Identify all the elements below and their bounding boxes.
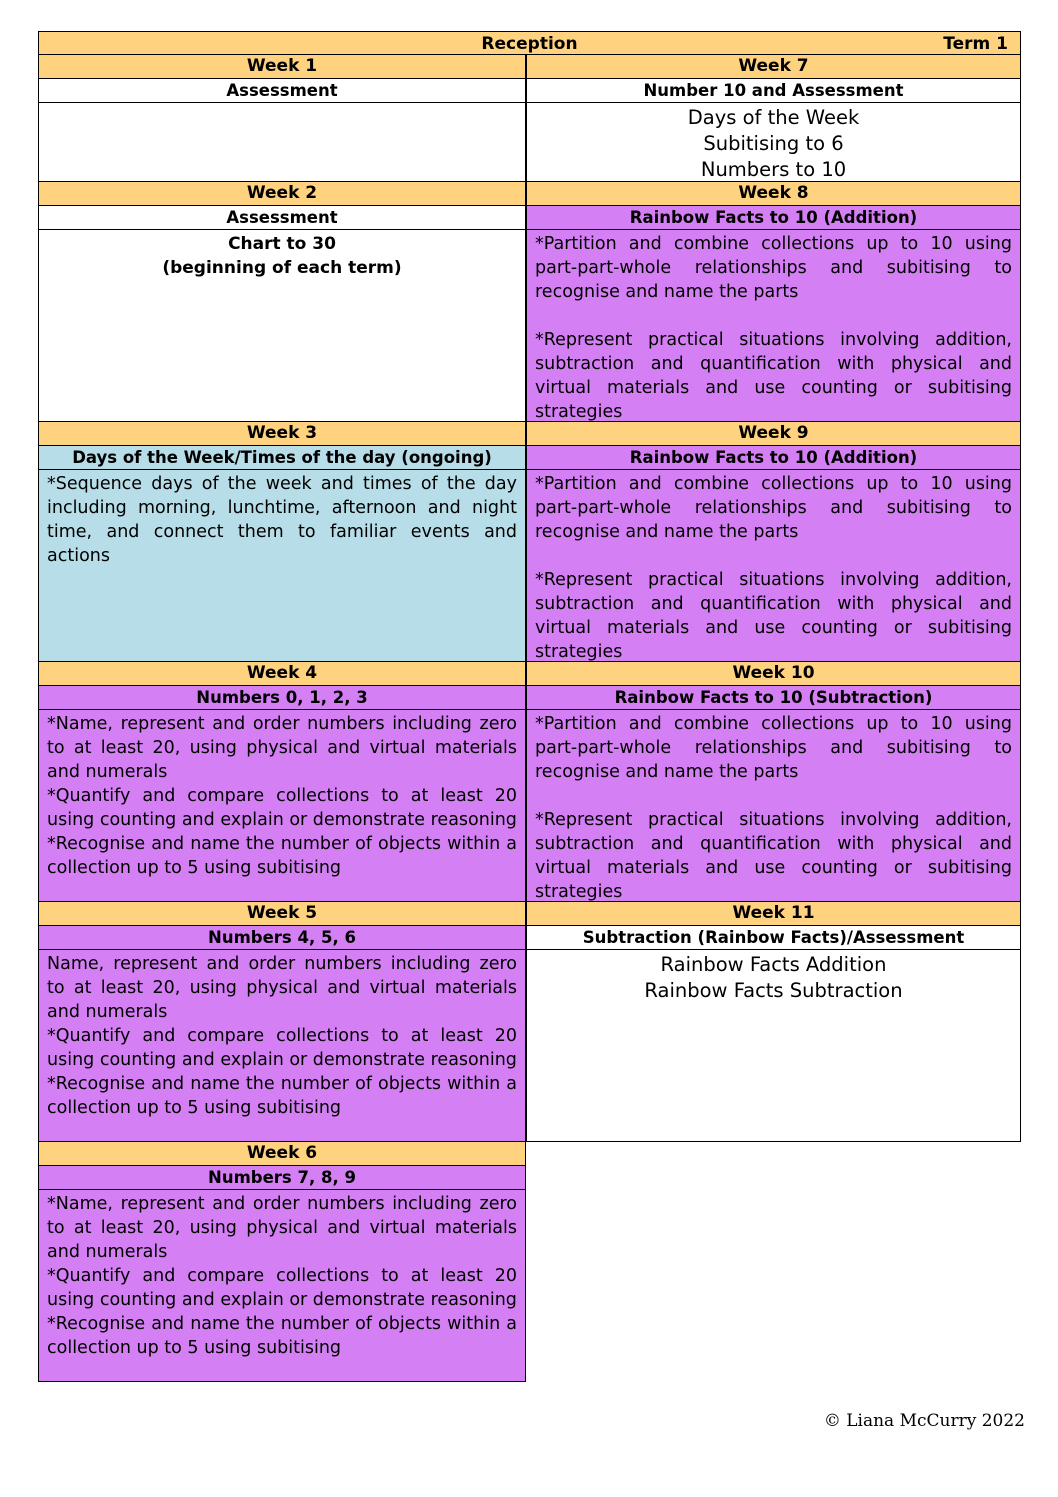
content-line: *Name, represent and order numbers including zero to at least 20, using physical and virtual materials and numerals (47, 1194, 517, 1262)
content-line: *Recognise and name the number of objects within a collection up to 5 using subitising (47, 834, 517, 878)
right-column (526, 55, 1021, 1142)
week-topic: Rainbow Facts to 10 (Addition) (526, 205, 1021, 230)
week-content (38, 949, 526, 1142)
week-topic: Days of the Week/Times of the day (ongoing) (38, 445, 526, 470)
term-label: Term 1 (943, 34, 1008, 54)
week-content (38, 469, 526, 662)
class-title: Reception (481, 34, 578, 54)
content-line: Numbers to 10 (700, 158, 847, 181)
week-header: Week 2 (38, 181, 526, 206)
week-topic: Assessment (38, 205, 526, 230)
week-topic: Rainbow Facts to 10 (Addition) (526, 445, 1021, 470)
week-header: Week 11 (526, 901, 1021, 926)
paragraph-gap (535, 304, 1012, 328)
content-line: *Represent practical situations involving addition, subtraction and quantification with physical and virtual materials and use counting or subitising strategies (535, 810, 1012, 902)
week-content (526, 229, 1021, 422)
week-header: Week 4 (38, 661, 526, 686)
week-content (38, 102, 526, 182)
week-header: Week 10 (526, 661, 1021, 686)
content-line: *Partition and combine collections up to 10 using part-part-whole relationships and subitising to recognise and name the parts (535, 234, 1012, 302)
week-topic: Number 10 and Assessment (526, 78, 1021, 103)
paragraph-gap (535, 784, 1012, 808)
week-topic: Numbers 4, 5, 6 (38, 925, 526, 950)
left-column (38, 55, 526, 1382)
week-topic: Assessment (38, 78, 526, 103)
week-topic: Rainbow Facts to 10 (Subtraction) (526, 685, 1021, 710)
week-content (526, 949, 1021, 1142)
week-header: Week 7 (526, 54, 1021, 79)
week-content (526, 469, 1021, 662)
week-header: Week 5 (38, 901, 526, 926)
content-line: *Sequence days of the week and times of the day including morning, lunchtime, afternoon and night time, and connect them to familiar events and actions (47, 474, 517, 566)
content-line: Rainbow Facts Subtraction (644, 979, 903, 1002)
week-content (526, 709, 1021, 902)
content-line: Days of the Week (687, 106, 860, 129)
week-topic: Numbers 7, 8, 9 (38, 1165, 526, 1190)
week-header: Week 9 (526, 421, 1021, 446)
week-topic: Subtraction (Rainbow Facts)/Assessment (526, 925, 1021, 950)
content-line: *Name, represent and order numbers including zero to at least 20, using physical and virtual materials and numerals (47, 714, 517, 782)
copyright-footer: © Liana McCurry 2022 (823, 1411, 1025, 1431)
paragraph-gap (535, 544, 1012, 568)
week-content (38, 709, 526, 902)
content-line: Name, represent and order numbers including zero to at least 20, using physical and virtual materials and numerals (47, 954, 517, 1022)
week-content (38, 1189, 526, 1382)
week-header: Week 1 (38, 54, 526, 79)
content-line: Chart to 30 (228, 234, 336, 254)
content-line: *Quantify and compare collections to at least 20 using counting and explain or demonstrate reasoning (47, 1266, 517, 1310)
week-header: Week 8 (526, 181, 1021, 206)
week-header: Week 3 (38, 421, 526, 446)
week-header: Week 6 (38, 1141, 526, 1166)
content-line: (beginning of each term) (162, 258, 402, 278)
content-line: *Recognise and name the number of objects within a collection up to 5 using subitising (47, 1314, 517, 1358)
content-line: *Quantify and compare collections to at least 20 using counting and explain or demonstrate reasoning (47, 786, 517, 830)
content-line: *Recognise and name the number of objects within a collection up to 5 using subitising (47, 1074, 517, 1118)
content-line: *Represent practical situations involving addition, subtraction and quantification with physical and virtual materials and use counting or subitising strategies (535, 570, 1012, 662)
content-line: *Quantify and compare collections to at least 20 using counting and explain or demonstrate reasoning (47, 1026, 517, 1070)
content-line: Rainbow Facts Addition (660, 953, 887, 976)
week-content (38, 229, 526, 422)
content-line: *Partition and combine collections up to 10 using part-part-whole relationships and subitising to recognise and name the parts (535, 474, 1012, 542)
content-line: Subitising to 6 (703, 132, 844, 155)
planner-header (38, 31, 1021, 55)
planner-document (38, 31, 1021, 1358)
week-topic: Numbers 0, 1, 2, 3 (38, 685, 526, 710)
content-line: *Partition and combine collections up to 10 using part-part-whole relationships and subitising to recognise and name the parts (535, 714, 1012, 782)
week-content (526, 102, 1021, 182)
content-line: *Represent practical situations involving addition, subtraction and quantification with physical and virtual materials and use counting or subitising strategies (535, 330, 1012, 422)
